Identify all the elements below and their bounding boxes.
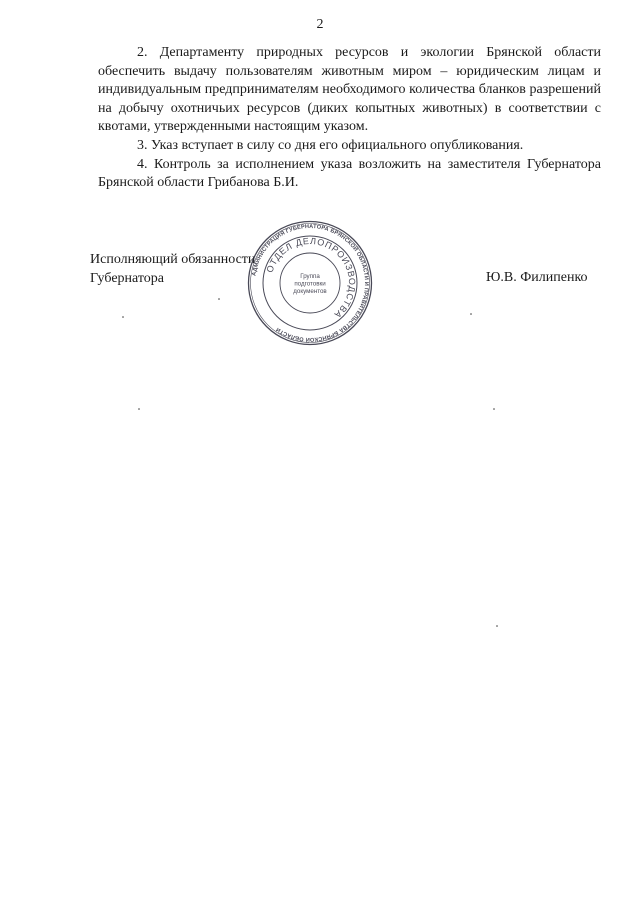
scan-speck: [470, 313, 472, 315]
scan-speck: [122, 316, 124, 318]
position-line-2: Губернатора: [90, 270, 165, 286]
stamp-ring-text: ОТДЕЛ ДЕЛОПРОИЗВОДСТВА: [264, 235, 358, 321]
stamp-center-line-3: документов: [293, 288, 327, 295]
scan-speck: [493, 408, 495, 410]
paragraph-2: 2. Департаменту природных ресурсов и экологии Брянской области обеспечить выдачу пользователям животным миром – юридическим лицам и индивидуальным предпринимателям необходимого количества бланков разрешений на добычу охотничьих ресурсов (диких копытных животных) в соответствии с квотами, утвержденными настоящим указом.: [98, 45, 601, 135]
signatory-name: Ю.В. Филипенко: [486, 270, 588, 285]
position-line-1: Исполняющий обязанности: [90, 252, 256, 267]
stamp-outer-text: АДМИНИСТРАЦИЯ ГУБЕРНАТОРА БРЯНСКОЙ ОБЛАСТИ И ПРАВИТЕЛЬСТВА БРЯНСКОЙ ОБЛАСТИ: [251, 223, 370, 343]
official-stamp-icon: [247, 220, 373, 346]
scan-speck: [138, 408, 140, 410]
page-number: 2: [316, 17, 324, 32]
paragraph-4: 4. Контроль за исполнением указа возложить на заместителя Губернатора Брянской области Грибанова Б.И.: [98, 156, 601, 191]
scan-speck: [496, 625, 498, 627]
paragraph-3: 3. Указ вступает в силу со дня его официального опубликования.: [137, 137, 524, 153]
document-body: [98, 44, 601, 193]
scan-speck: [218, 298, 220, 300]
signatory-position: [90, 251, 255, 288]
stamp-center-line-1: Группа: [300, 273, 320, 280]
stamp-center-line-2: подготовки: [294, 280, 326, 288]
